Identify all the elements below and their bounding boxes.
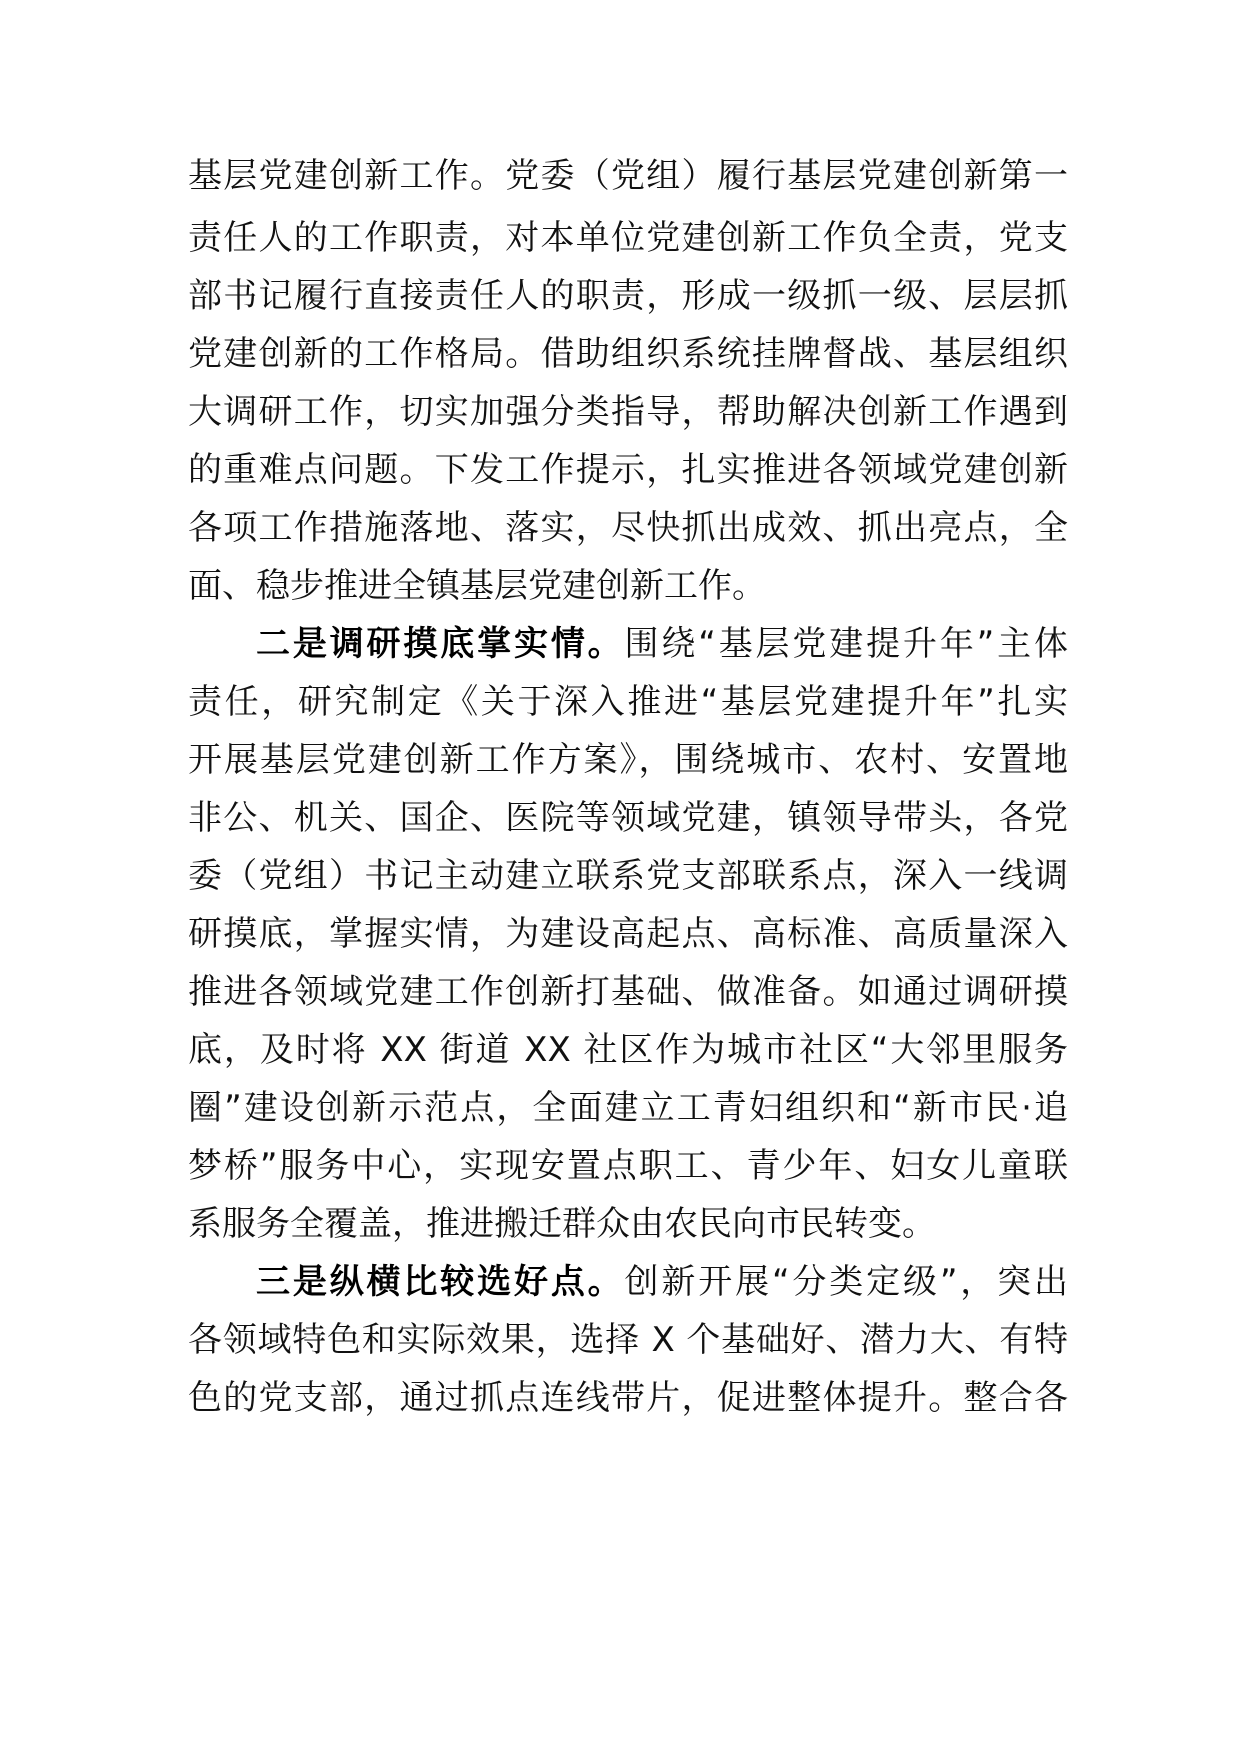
paragraph-2-line-4: 非公、机关、国企、医院等领域党建，镇领导带头，各党 [188, 798, 1068, 838]
paragraph-2-line-8: 底，及时将 XX 街道 XX 社区作为城市社区“大邻里服务 [188, 1030, 1068, 1070]
paragraph-2-first-line-text: 围绕“基层党建提升年”主体 [624, 624, 1068, 664]
paragraph-2-line-5: 委（党组）书记主动建立联系党支部联系点，深入一线调 [188, 856, 1068, 896]
paragraph-1-line-8: 面、稳步推进全镇基层党建创新工作。 [188, 566, 766, 606]
paragraph-2-line-2: 责任，研究制定《关于深入推进“基层党建提升年”扎实 [188, 682, 1068, 722]
paragraph-3-first-line-text: 创新开展“分类定级”，突出 [624, 1262, 1068, 1302]
paragraph-1-line-7: 各项工作措施落地、落实，尽快抓出成效、抓出亮点，全 [188, 508, 1068, 548]
paragraph-2-line-3: 开展基层党建创新工作方案》，围绕城市、农村、安置地 [188, 740, 1068, 780]
paragraph-3-line-3: 色的党支部，通过抓点连线带片，促进整体提升。整合各 [188, 1378, 1068, 1418]
paragraph-1-line-4: 党建创新的工作格局。借助组织系统挂牌督战、基层组织 [188, 334, 1068, 374]
paragraph-3-line-2: 各领域特色和实际效果，选择 X 个基础好、潜力大、有特 [188, 1320, 1068, 1360]
paragraph-2-line-7: 推进各领域党建工作创新打基础、做准备。如通过调研摸 [188, 972, 1068, 1012]
paragraph-2-line-10: 梦桥”服务中心，实现安置点职工、青少年、妇女儿童联 [188, 1146, 1068, 1186]
paragraph-2-line-6: 研摸底，掌握实情，为建设高起点、高标准、高质量深入 [188, 914, 1068, 954]
paragraph-1-line-1: 基层党建创新工作。党委（党组）履行基层党建创新第一 [188, 156, 1068, 196]
paragraph-2-line-9: 圈”建设创新示范点，全面建立工青妇组织和“新市民·追 [188, 1088, 1068, 1128]
paragraph-2-first-line [256, 611, 1068, 677]
paragraph-1-line-5: 大调研工作，切实加强分类指导，帮助解决创新工作遇到 [188, 392, 1068, 432]
paragraph-1-line-2: 责任人的工作职责，对本单位党建创新工作负全责，党支 [188, 218, 1068, 258]
paragraph-1-line-6: 的重难点问题。下发工作提示，扎实推进各领域党建创新 [188, 450, 1068, 490]
paragraph-2-line-11: 系服务全覆盖，推进搬迁群众由农民向市民转变。 [188, 1204, 936, 1244]
paragraph-3-first-line [256, 1249, 1068, 1315]
paragraph-1-line-3: 部书记履行直接责任人的职责，形成一级抓一级、层层抓 [188, 276, 1068, 316]
paragraph-2-heading: 二是调研摸底掌实情。 [256, 624, 625, 664]
paragraph-3-heading: 三是纵横比较选好点。 [256, 1262, 625, 1302]
